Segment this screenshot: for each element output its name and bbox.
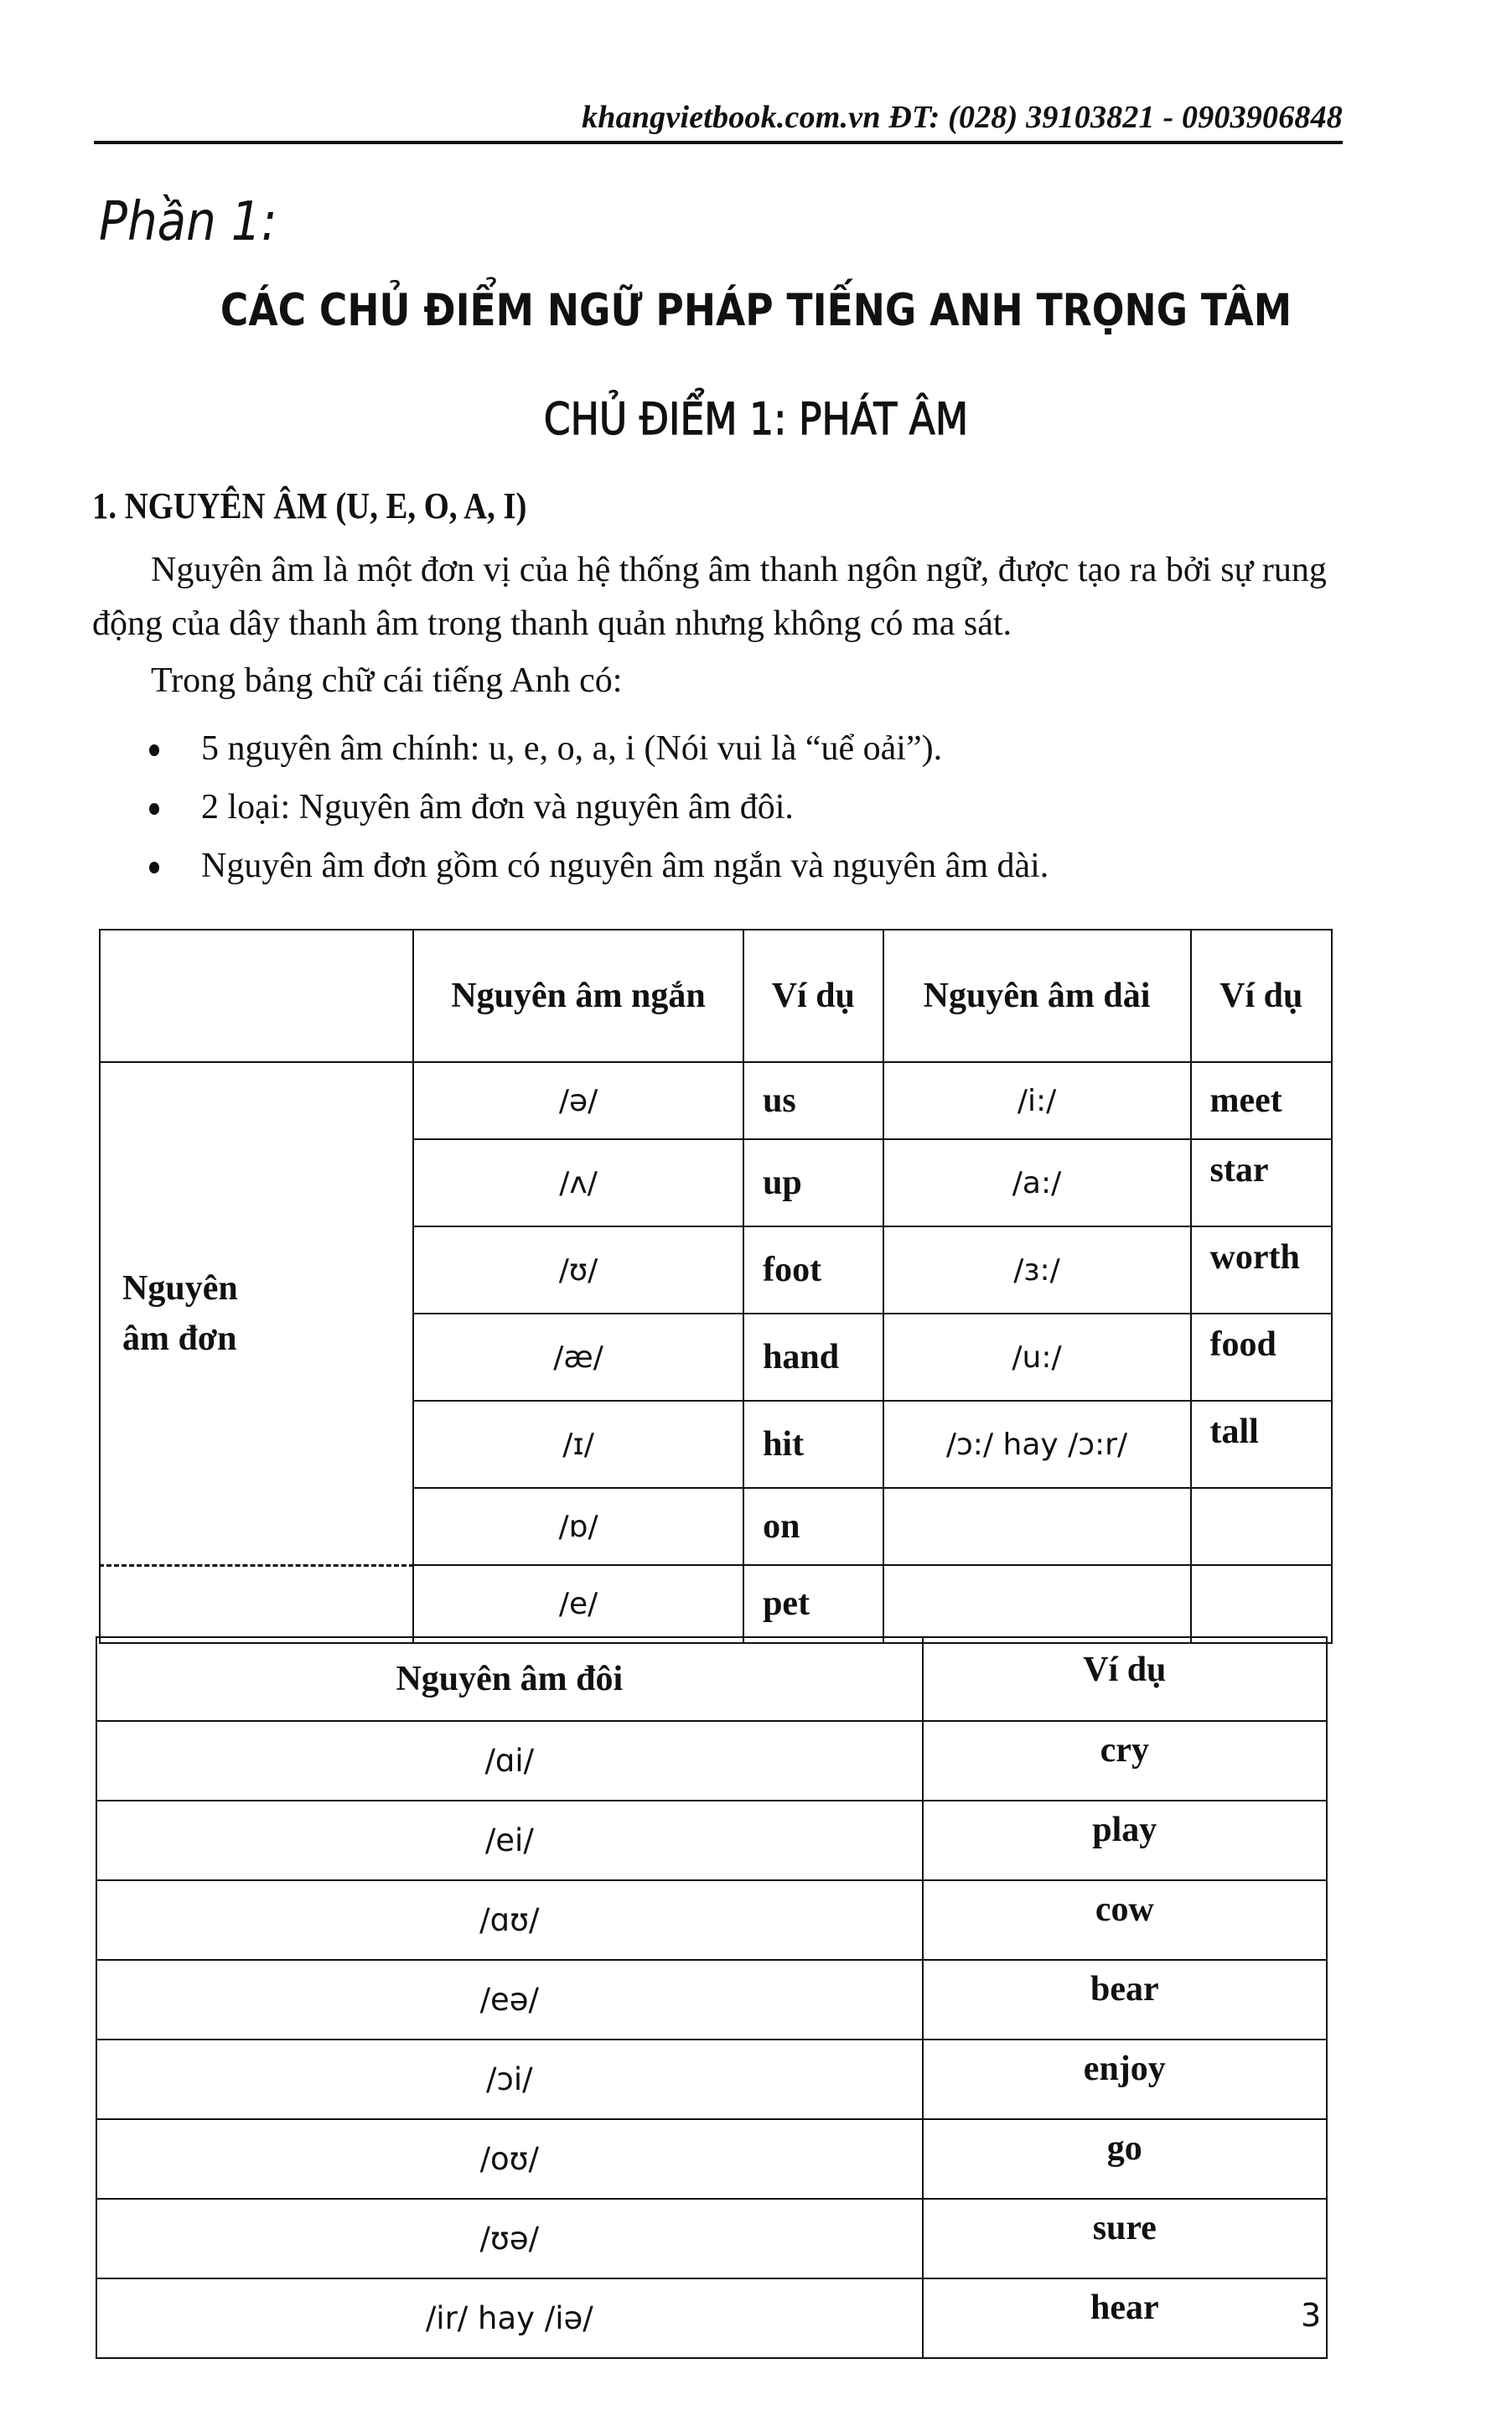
diphthong-cell: /ei/ xyxy=(96,1801,923,1880)
table-row xyxy=(96,2040,1327,2119)
table-row xyxy=(96,2119,1327,2199)
table-row xyxy=(100,1565,1332,1643)
long-vowel-cell xyxy=(883,1565,1191,1643)
long-vowel-cell: /ɜ:/ xyxy=(883,1226,1191,1314)
bullet-text: Nguyên âm đơn gồm có nguyên âm ngắn và nguyên âm dài. xyxy=(201,847,1049,885)
short-vowel-cell: /æ/ xyxy=(413,1314,743,1401)
example-cell: go xyxy=(923,2119,1327,2199)
section-heading: 1. NGUYÊN ÂM (U, E, O, A, I) xyxy=(92,485,527,526)
table-row xyxy=(96,1721,1327,1801)
short-example-cell: hit xyxy=(743,1401,883,1488)
table-row xyxy=(96,2278,1327,2358)
long-vowel-cell: /u:/ xyxy=(883,1314,1191,1401)
short-example-cell: hand xyxy=(743,1314,883,1401)
single-vowel-table xyxy=(99,929,1333,1644)
part-title: Phần 1: xyxy=(99,191,277,253)
alphabet-paragraph: Trong bảng chữ cái tiếng Anh có: xyxy=(151,661,623,700)
short-vowel-cell: /ə/ xyxy=(413,1062,743,1139)
short-vowel-cell: /e/ xyxy=(413,1565,743,1643)
long-vowel-cell: /ɔ:/ hay /ɔ:r/ xyxy=(883,1401,1191,1488)
table-row xyxy=(96,1801,1327,1880)
table-header-row xyxy=(100,930,1332,1062)
main-title: CÁC CHỦ ĐIỂM NGỮ PHÁP TIẾNG ANH TRỌNG TÂM xyxy=(220,285,1292,336)
example-cell: bear xyxy=(923,1960,1327,2040)
header-short-vowel: Nguyên âm ngắn xyxy=(413,930,743,1062)
table-row xyxy=(96,2199,1327,2278)
long-vowel-cell: /a:/ xyxy=(883,1139,1191,1226)
group-label-cell: Nguyên âm đơn xyxy=(100,1062,413,1565)
diphthong-table xyxy=(96,1636,1328,2359)
diphthong-cell: /eə/ xyxy=(96,1960,923,2040)
intro-paragraph: Nguyên âm là một đơn vị của hệ thống âm thanh ngôn ngữ, được tạo ra bởi sự rung động của dây thanh âm trong thanh quản nhưng không có ma sát. xyxy=(92,551,1327,643)
header-example: Ví dụ xyxy=(1191,930,1333,1062)
bullet-item xyxy=(134,719,1049,778)
bullet-icon xyxy=(149,862,159,873)
short-example-cell: foot xyxy=(743,1226,883,1314)
example-cell: sure xyxy=(923,2199,1327,2278)
long-vowel-cell: /i:/ xyxy=(883,1062,1191,1139)
short-example-cell: on xyxy=(743,1488,883,1565)
short-vowel-cell: /ʊ/ xyxy=(413,1226,743,1314)
example-cell: enjoy xyxy=(923,2040,1327,2119)
bullet-icon xyxy=(149,803,159,815)
bullet-text: 2 loại: Nguyên âm đơn và nguyên âm đôi. xyxy=(201,788,794,827)
header-example: Ví dụ xyxy=(743,930,883,1062)
long-example-cell: worth xyxy=(1191,1226,1333,1314)
table-row xyxy=(96,1880,1327,1960)
short-example-cell: us xyxy=(743,1062,883,1139)
long-example-cell xyxy=(1191,1565,1333,1643)
bullet-text: 5 nguyên âm chính: u, e, o, a, i (Nói vui là “uể oải”). xyxy=(201,729,943,768)
table-row xyxy=(96,1960,1327,2040)
table-header-row xyxy=(96,1637,1327,1721)
example-cell: cow xyxy=(923,1880,1327,1960)
bullet-item xyxy=(134,778,1049,837)
example-cell: hear xyxy=(923,2278,1327,2358)
long-example-cell: star xyxy=(1191,1139,1333,1226)
running-header xyxy=(94,94,1343,144)
table-corner-cell xyxy=(100,930,413,1062)
chapter-title: CHỦ ĐIỂM 1: PHÁT ÂM xyxy=(543,394,969,445)
long-example-cell: meet xyxy=(1191,1062,1333,1139)
diphthong-cell: /ʊə/ xyxy=(96,2199,923,2278)
header-contact-text: khangvietbook.com.vn ĐT: (028) 39103821 - 0903906848 xyxy=(582,100,1343,135)
header-example: Ví dụ xyxy=(923,1637,1327,1721)
example-cell: play xyxy=(923,1801,1327,1880)
long-example-cell: food xyxy=(1191,1314,1333,1401)
empty-cell xyxy=(100,1565,413,1643)
short-example-cell: up xyxy=(743,1139,883,1226)
header-long-vowel: Nguyên âm dài xyxy=(883,930,1191,1062)
header-diphthong: Nguyên âm đôi xyxy=(96,1637,923,1721)
diphthong-cell: /oʊ/ xyxy=(96,2119,923,2199)
short-vowel-cell: /ʌ/ xyxy=(413,1139,743,1226)
diphthong-cell: /ɑi/ xyxy=(96,1721,923,1801)
long-example-cell: tall xyxy=(1191,1401,1333,1488)
long-example-cell xyxy=(1191,1488,1333,1565)
diphthong-cell: /ɔi/ xyxy=(96,2040,923,2119)
short-example-cell: pet xyxy=(743,1565,883,1643)
example-cell: cry xyxy=(923,1721,1327,1801)
short-vowel-cell: /ɒ/ xyxy=(413,1488,743,1565)
long-vowel-cell xyxy=(883,1488,1191,1565)
bullet-list xyxy=(134,719,1049,895)
short-vowel-cell: /ɪ/ xyxy=(413,1401,743,1488)
table-row xyxy=(100,1062,1332,1139)
bullet-item xyxy=(134,837,1049,895)
diphthong-cell: /ɑʊ/ xyxy=(96,1880,923,1960)
bullet-icon xyxy=(149,744,159,756)
diphthong-cell: /ir/ hay /iə/ xyxy=(96,2278,923,2358)
page-number: 3 xyxy=(1301,2297,1322,2334)
